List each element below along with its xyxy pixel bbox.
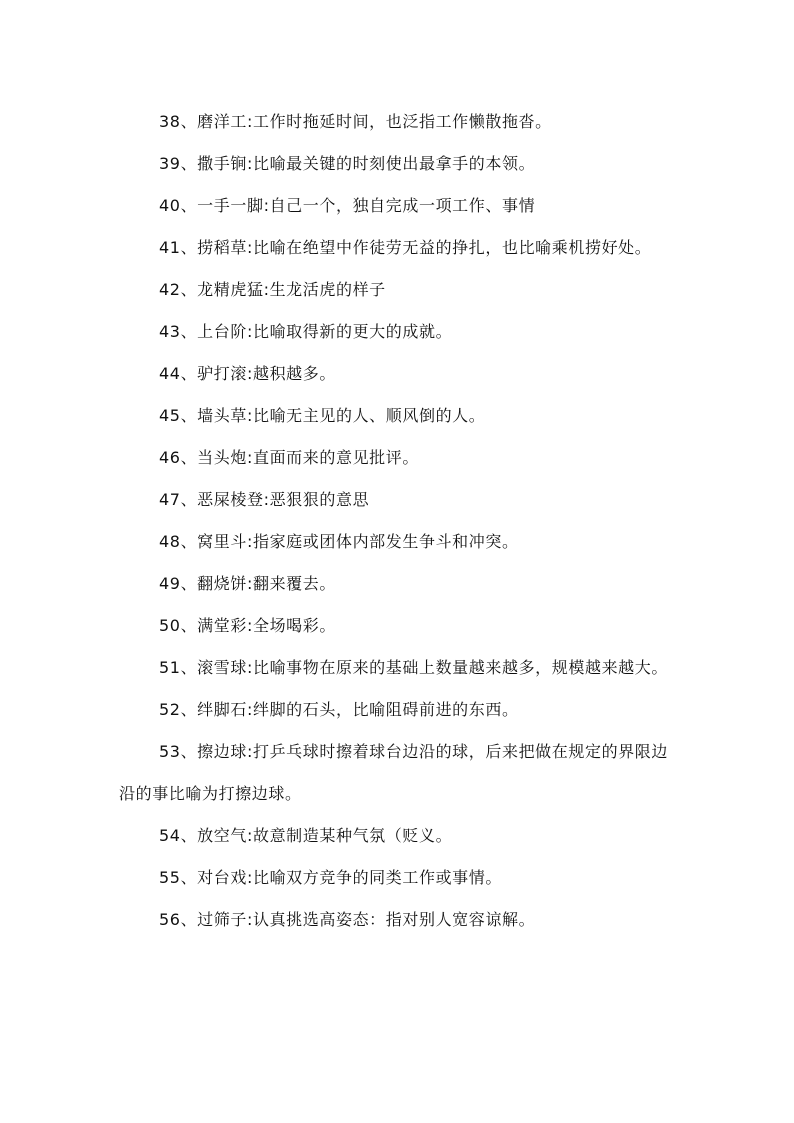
entry-colon: : [246, 826, 253, 845]
list-item [119, 647, 679, 689]
list-item [119, 353, 679, 395]
idiom-list [119, 101, 679, 941]
entry-colon: : [246, 700, 253, 719]
list-item [119, 857, 679, 899]
entry-separator: 、 [180, 154, 198, 173]
entry-term: 一手一脚 [197, 196, 264, 215]
list-item [119, 269, 679, 311]
entry-term: 撒手锏 [197, 154, 247, 173]
entry-term: 龙精虎猛 [197, 280, 264, 299]
entry-colon: : [246, 616, 253, 635]
list-item [119, 563, 679, 605]
entry-term: 翻烧饼 [197, 574, 247, 593]
entry-colon: : [246, 238, 253, 257]
entry-term: 恶屎棱登 [197, 490, 264, 509]
entry-number: 40 [159, 196, 181, 215]
entry-definition: 比喻无主见的人、顺风倒的人。 [252, 406, 486, 425]
entry-term: 磨洋工 [197, 112, 247, 131]
entry-definition: 比喻在绝望中作徒劳无益的挣扎，也比喻乘机捞好处。 [252, 238, 652, 257]
entry-colon: : [246, 910, 253, 929]
entry-definition: 自己一个，独自完成一项工作、事情 [269, 196, 536, 215]
entry-definition: 比喻最关键的时刻使出最拿手的本领。 [252, 154, 536, 173]
entry-term: 滚雪球 [197, 658, 247, 677]
entry-number: 53 [159, 742, 181, 761]
entry-separator: 、 [180, 238, 198, 257]
entry-separator: 、 [180, 364, 198, 383]
entry-colon: : [263, 280, 270, 299]
entry-colon: : [246, 742, 253, 761]
entry-definition: 恶狠狠的意思 [269, 490, 370, 509]
entry-definition: 比喻取得新的更大的成就。 [252, 322, 453, 341]
entry-term: 上台阶 [197, 322, 247, 341]
entry-term: 墙头草 [197, 406, 247, 425]
entry-definition: 比喻双方竞争的同类工作或事情。 [252, 868, 502, 887]
entry-term: 满堂彩 [197, 616, 247, 635]
entry-definition: 指家庭或团体内部发生争斗和冲突。 [252, 532, 519, 551]
entry-separator: 、 [180, 658, 198, 677]
entry-number: 44 [159, 364, 181, 383]
entry-colon: : [246, 364, 253, 383]
list-item [119, 395, 679, 437]
entry-colon: : [246, 868, 253, 887]
entry-term: 擦边球 [197, 742, 247, 761]
entry-colon: : [246, 448, 253, 467]
entry-colon: : [263, 490, 270, 509]
entry-definition: 绊脚的石头，比喻阻碍前进的东西。 [252, 700, 519, 719]
entry-term: 绊脚石 [197, 700, 247, 719]
entry-definition: 生龙活虎的样子 [269, 280, 386, 299]
entry-number: 51 [159, 658, 181, 677]
entry-number: 39 [159, 154, 181, 173]
list-item [119, 311, 679, 353]
entry-definition: 翻来覆去。 [252, 574, 336, 593]
list-item [119, 185, 679, 227]
entry-separator: 、 [180, 826, 198, 845]
entry-number: 47 [159, 490, 181, 509]
list-item [119, 605, 679, 647]
entry-definition: 比喻事物在原来的基础上数量越来越多，规模越来越大。 [252, 658, 668, 677]
entry-definition: 直面而来的意见批评。 [252, 448, 419, 467]
entry-separator: 、 [180, 322, 198, 341]
entry-separator: 、 [180, 574, 198, 593]
entry-definition: 全场喝彩。 [252, 616, 336, 635]
list-item [119, 227, 679, 269]
entry-number: 42 [159, 280, 181, 299]
entry-number: 52 [159, 700, 181, 719]
entry-term: 放空气 [197, 826, 247, 845]
entry-separator: 、 [180, 742, 198, 761]
entry-number: 56 [159, 910, 181, 929]
list-item [119, 437, 679, 479]
entry-term: 过筛子 [197, 910, 247, 929]
entry-definition: 工作时拖延时间，也泛指工作懒散拖沓。 [252, 112, 552, 131]
entry-number: 41 [159, 238, 181, 257]
entry-colon: : [246, 112, 253, 131]
entry-term: 对台戏 [197, 868, 247, 887]
entry-separator: 、 [180, 280, 198, 299]
entry-colon: : [246, 322, 253, 341]
entry-number: 38 [159, 112, 181, 131]
entry-number: 50 [159, 616, 181, 635]
entry-number: 48 [159, 532, 181, 551]
entry-separator: 、 [180, 868, 198, 887]
entry-separator: 、 [180, 448, 198, 467]
entry-separator: 、 [180, 910, 198, 929]
entry-colon: : [263, 196, 270, 215]
list-item [119, 815, 679, 857]
entry-number: 46 [159, 448, 181, 467]
entry-separator: 、 [180, 406, 198, 425]
entry-term: 窝里斗 [197, 532, 247, 551]
entry-separator: 、 [180, 196, 198, 215]
entry-separator: 、 [180, 532, 198, 551]
entry-colon: : [246, 658, 253, 677]
entry-number: 55 [159, 868, 181, 887]
list-item [119, 521, 679, 563]
entry-number: 43 [159, 322, 181, 341]
entry-term: 当头炮 [197, 448, 247, 467]
entry-definition: 打乒乓球时擦着球台边沿的球，后来把做在规定的界限边沿的事比喻为打擦边球。 [119, 742, 668, 803]
entry-separator: 、 [180, 490, 198, 509]
entry-colon: : [246, 574, 253, 593]
list-item [119, 101, 679, 143]
entry-number: 49 [159, 574, 181, 593]
entry-separator: 、 [180, 112, 198, 131]
entry-definition: 认真挑选高姿态：指对别人宽容谅解。 [252, 910, 536, 929]
list-item [119, 731, 679, 815]
entry-separator: 、 [180, 700, 198, 719]
entry-number: 54 [159, 826, 181, 845]
entry-definition: 故意制造某种气氛（贬义。 [252, 826, 453, 845]
entry-term: 驴打滚 [197, 364, 247, 383]
entry-term: 捞稻草 [197, 238, 247, 257]
list-item [119, 899, 679, 941]
entry-colon: : [246, 532, 253, 551]
list-item [119, 479, 679, 521]
list-item [119, 143, 679, 185]
entry-number: 45 [159, 406, 181, 425]
list-item [119, 689, 679, 731]
entry-colon: : [246, 154, 253, 173]
entry-colon: : [246, 406, 253, 425]
entry-separator: 、 [180, 616, 198, 635]
entry-definition: 越积越多。 [252, 364, 336, 383]
